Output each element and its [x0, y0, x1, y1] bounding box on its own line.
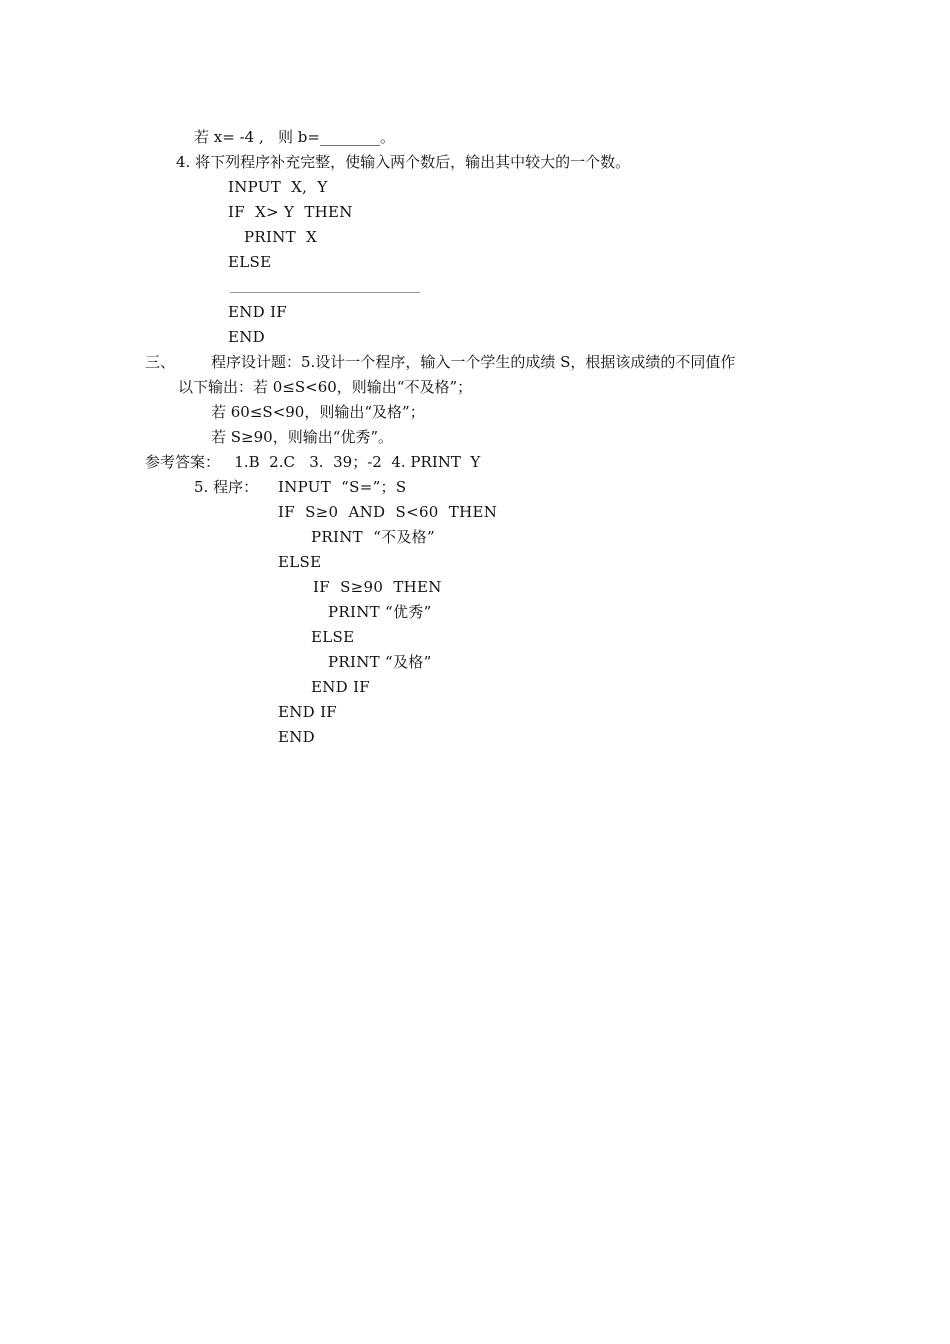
answers-label: 5. 程序：: [194, 478, 259, 496]
answer-code-line: PRINT “不及格”: [311, 528, 435, 546]
section-text: 以下输出：若 0≤S<60，则输出“不及格”；: [178, 378, 473, 396]
section-title: 程序设计题：5.设计一个程序，输入一个学生的成绩 S，根据该成绩的不同值作: [211, 353, 736, 371]
q4-prompt: 4. 将下列程序补充完整，使输入两个数后，输出其中较大的一个数。: [176, 153, 631, 171]
answer-code-line: ELSE: [278, 553, 322, 571]
answers-header: 参考答案： 1.B 2.C 3. 39；-2 4. PRINT Y: [145, 453, 481, 471]
answer-code-line: PRINT “优秀”: [328, 603, 432, 621]
q4-code-line: ELSE: [228, 253, 272, 271]
answer-blank-line: [230, 292, 420, 293]
answer-code-line: END IF: [311, 678, 371, 696]
section-text: 若 60≤S<90，则输出“及格”；: [211, 403, 425, 421]
section-text: 若 S≥90，则输出“优秀”。: [211, 428, 394, 446]
answer-code-line: IF S≥90 THEN: [313, 578, 442, 596]
answer-code-line: PRINT “及格”: [328, 653, 432, 671]
answer-code-line: END: [278, 728, 316, 746]
q4-code-line: PRINT X: [244, 228, 318, 246]
answer-code-line: ELSE: [311, 628, 355, 646]
q4-code-line: END: [228, 328, 266, 346]
answer-code-line: INPUT “S=”；S: [278, 478, 407, 496]
q4-code-line: INPUT X, Y: [228, 178, 328, 196]
q4-code-line: END IF: [228, 303, 288, 321]
section-number: 三、: [145, 353, 176, 371]
answer-code-line: END IF: [278, 703, 338, 721]
q4-code-line: IF X> Y THEN: [228, 203, 353, 221]
answer-code-line: IF S≥0 AND S<60 THEN: [278, 503, 498, 521]
q3-tail: 若 x= -4 , 则 b=________。: [194, 128, 395, 146]
